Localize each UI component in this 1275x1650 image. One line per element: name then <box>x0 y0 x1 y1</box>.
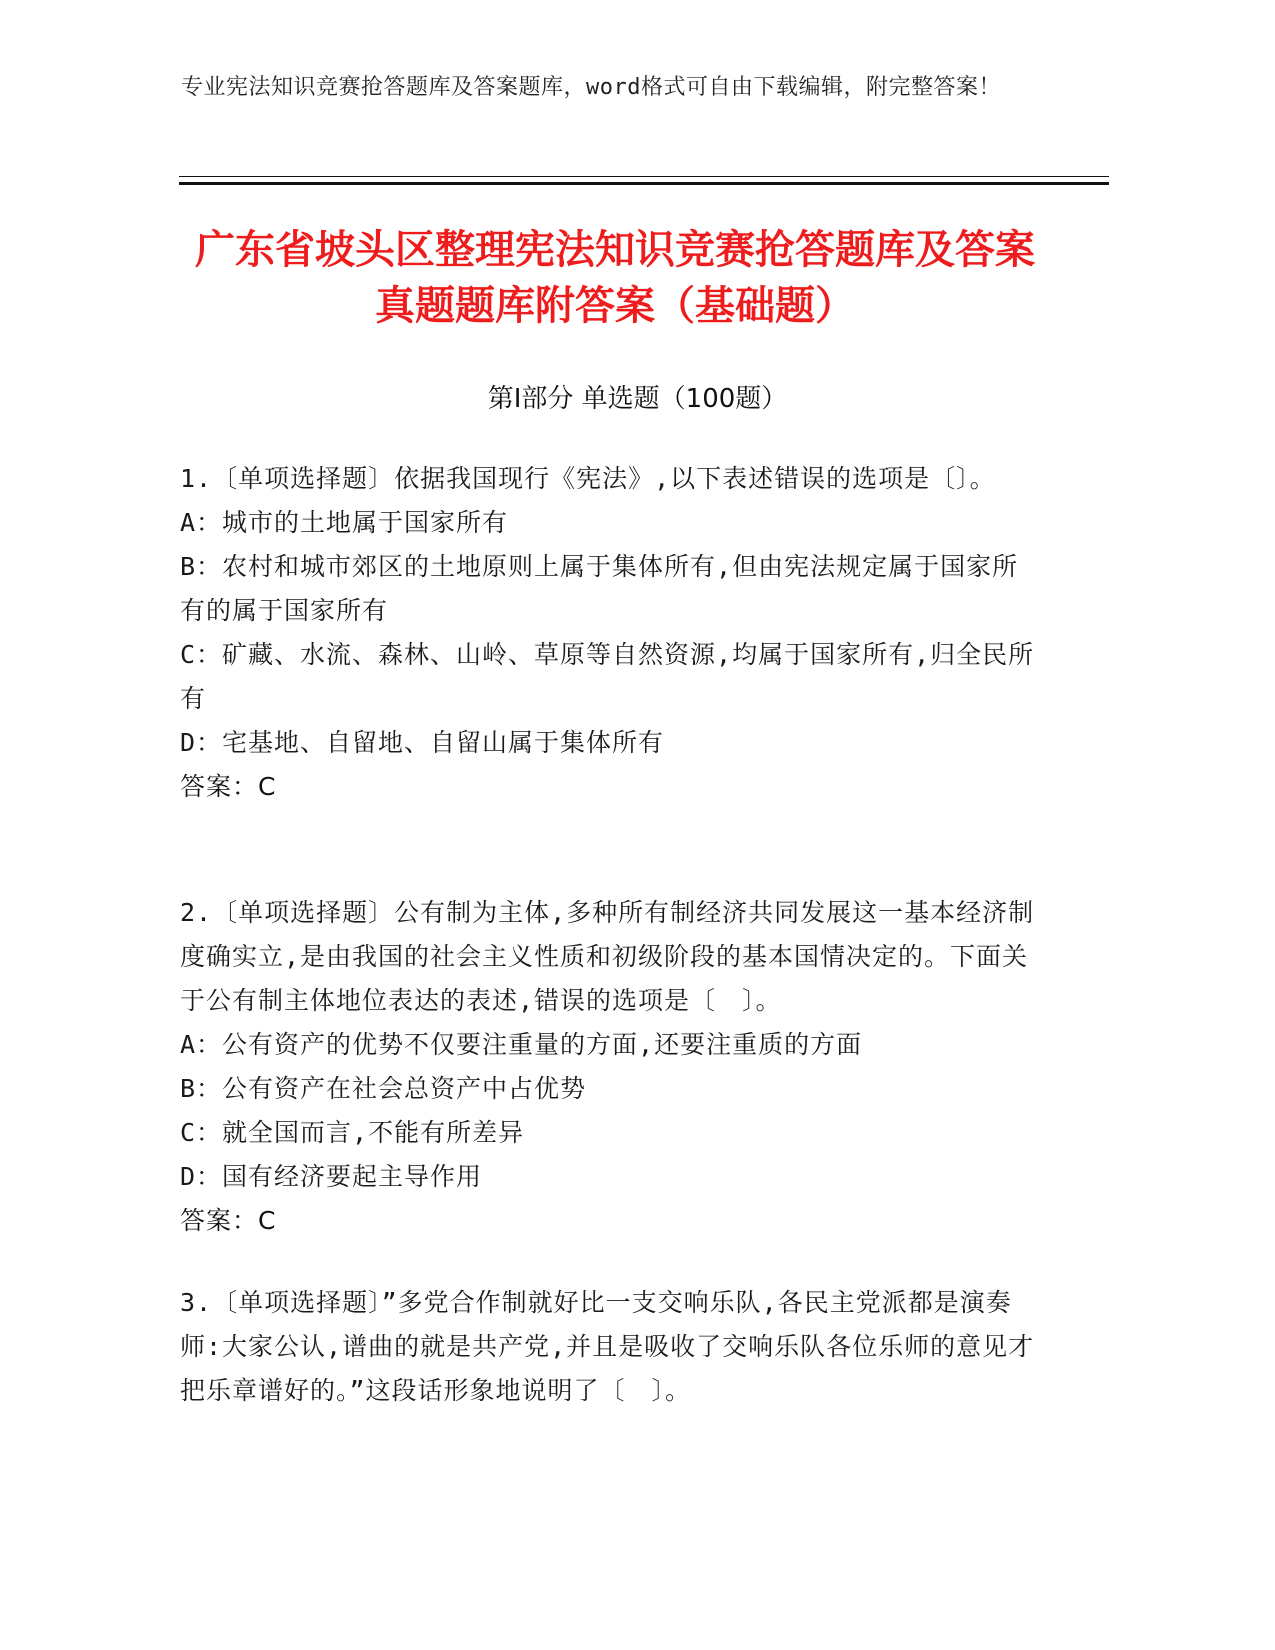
section-title: 第Ⅰ部分 单选题（100题） <box>487 384 788 414</box>
option-b: B：公有资产在社会总资产中占优势 <box>180 1074 587 1103</box>
question-stem: 1.〔单项选择题〕依据我国现行《宪法》,以下表述错误的选项是〔〕。 <box>180 464 996 493</box>
question-3 <box>180 1281 1040 1413</box>
answer: 答案：C <box>180 1206 277 1235</box>
answer: 答案：C <box>180 772 277 801</box>
document-title: 广东省坡头区整理宪法知识竞赛抢答题库及答案真题题库附答案（基础题） <box>195 227 1035 329</box>
option-a: A：公有资产的优势不仅要注重量的方面,还要注重质的方面 <box>180 1030 863 1059</box>
option-d: D：宅基地、自留地、自留山属于集体所有 <box>180 728 665 757</box>
header-divider-thick <box>179 182 1109 185</box>
header-note: 专业宪法知识竞赛抢答题库及答案题库，word格式可自由下载编辑，附完整答案！ <box>181 75 1001 100</box>
option-b: B：农村和城市郊区的土地原则上属于集体所有,但由宪法规定属于国家所有的属于国家所有 <box>180 552 1019 625</box>
question-1 <box>180 457 1040 809</box>
option-d: D：国有经济要起主导作用 <box>180 1162 483 1191</box>
question-2 <box>180 891 1040 1243</box>
question-stem: 3.〔单项选择题〕”多党合作制就好比一支交响乐队,各民主党派都是演奏师:大家公认,谱曲的就是共产党,并且是吸收了交响乐队各位乐师的意见才把乐章谱好的。”这段话形象地说明了〔 〕。 <box>180 1288 1035 1405</box>
option-a: A：城市的土地属于国家所有 <box>180 508 509 537</box>
option-c: C：就全国而言,不能有所差异 <box>180 1118 525 1147</box>
header-divider-thin <box>179 176 1109 177</box>
question-stem: 2.〔单项选择题〕公有制为主体,多种所有制经济共同发展这一基本经济制度确实立,是由我国的社会主义性质和初级阶段的基本国情决定的。下面关于公有制主体地位表达的表述,错误的选项是〔 〕。 <box>180 898 1035 1015</box>
option-c: C：矿藏、水流、森林、山岭、草原等自然资源,均属于国家所有,归全民所有 <box>180 640 1035 713</box>
